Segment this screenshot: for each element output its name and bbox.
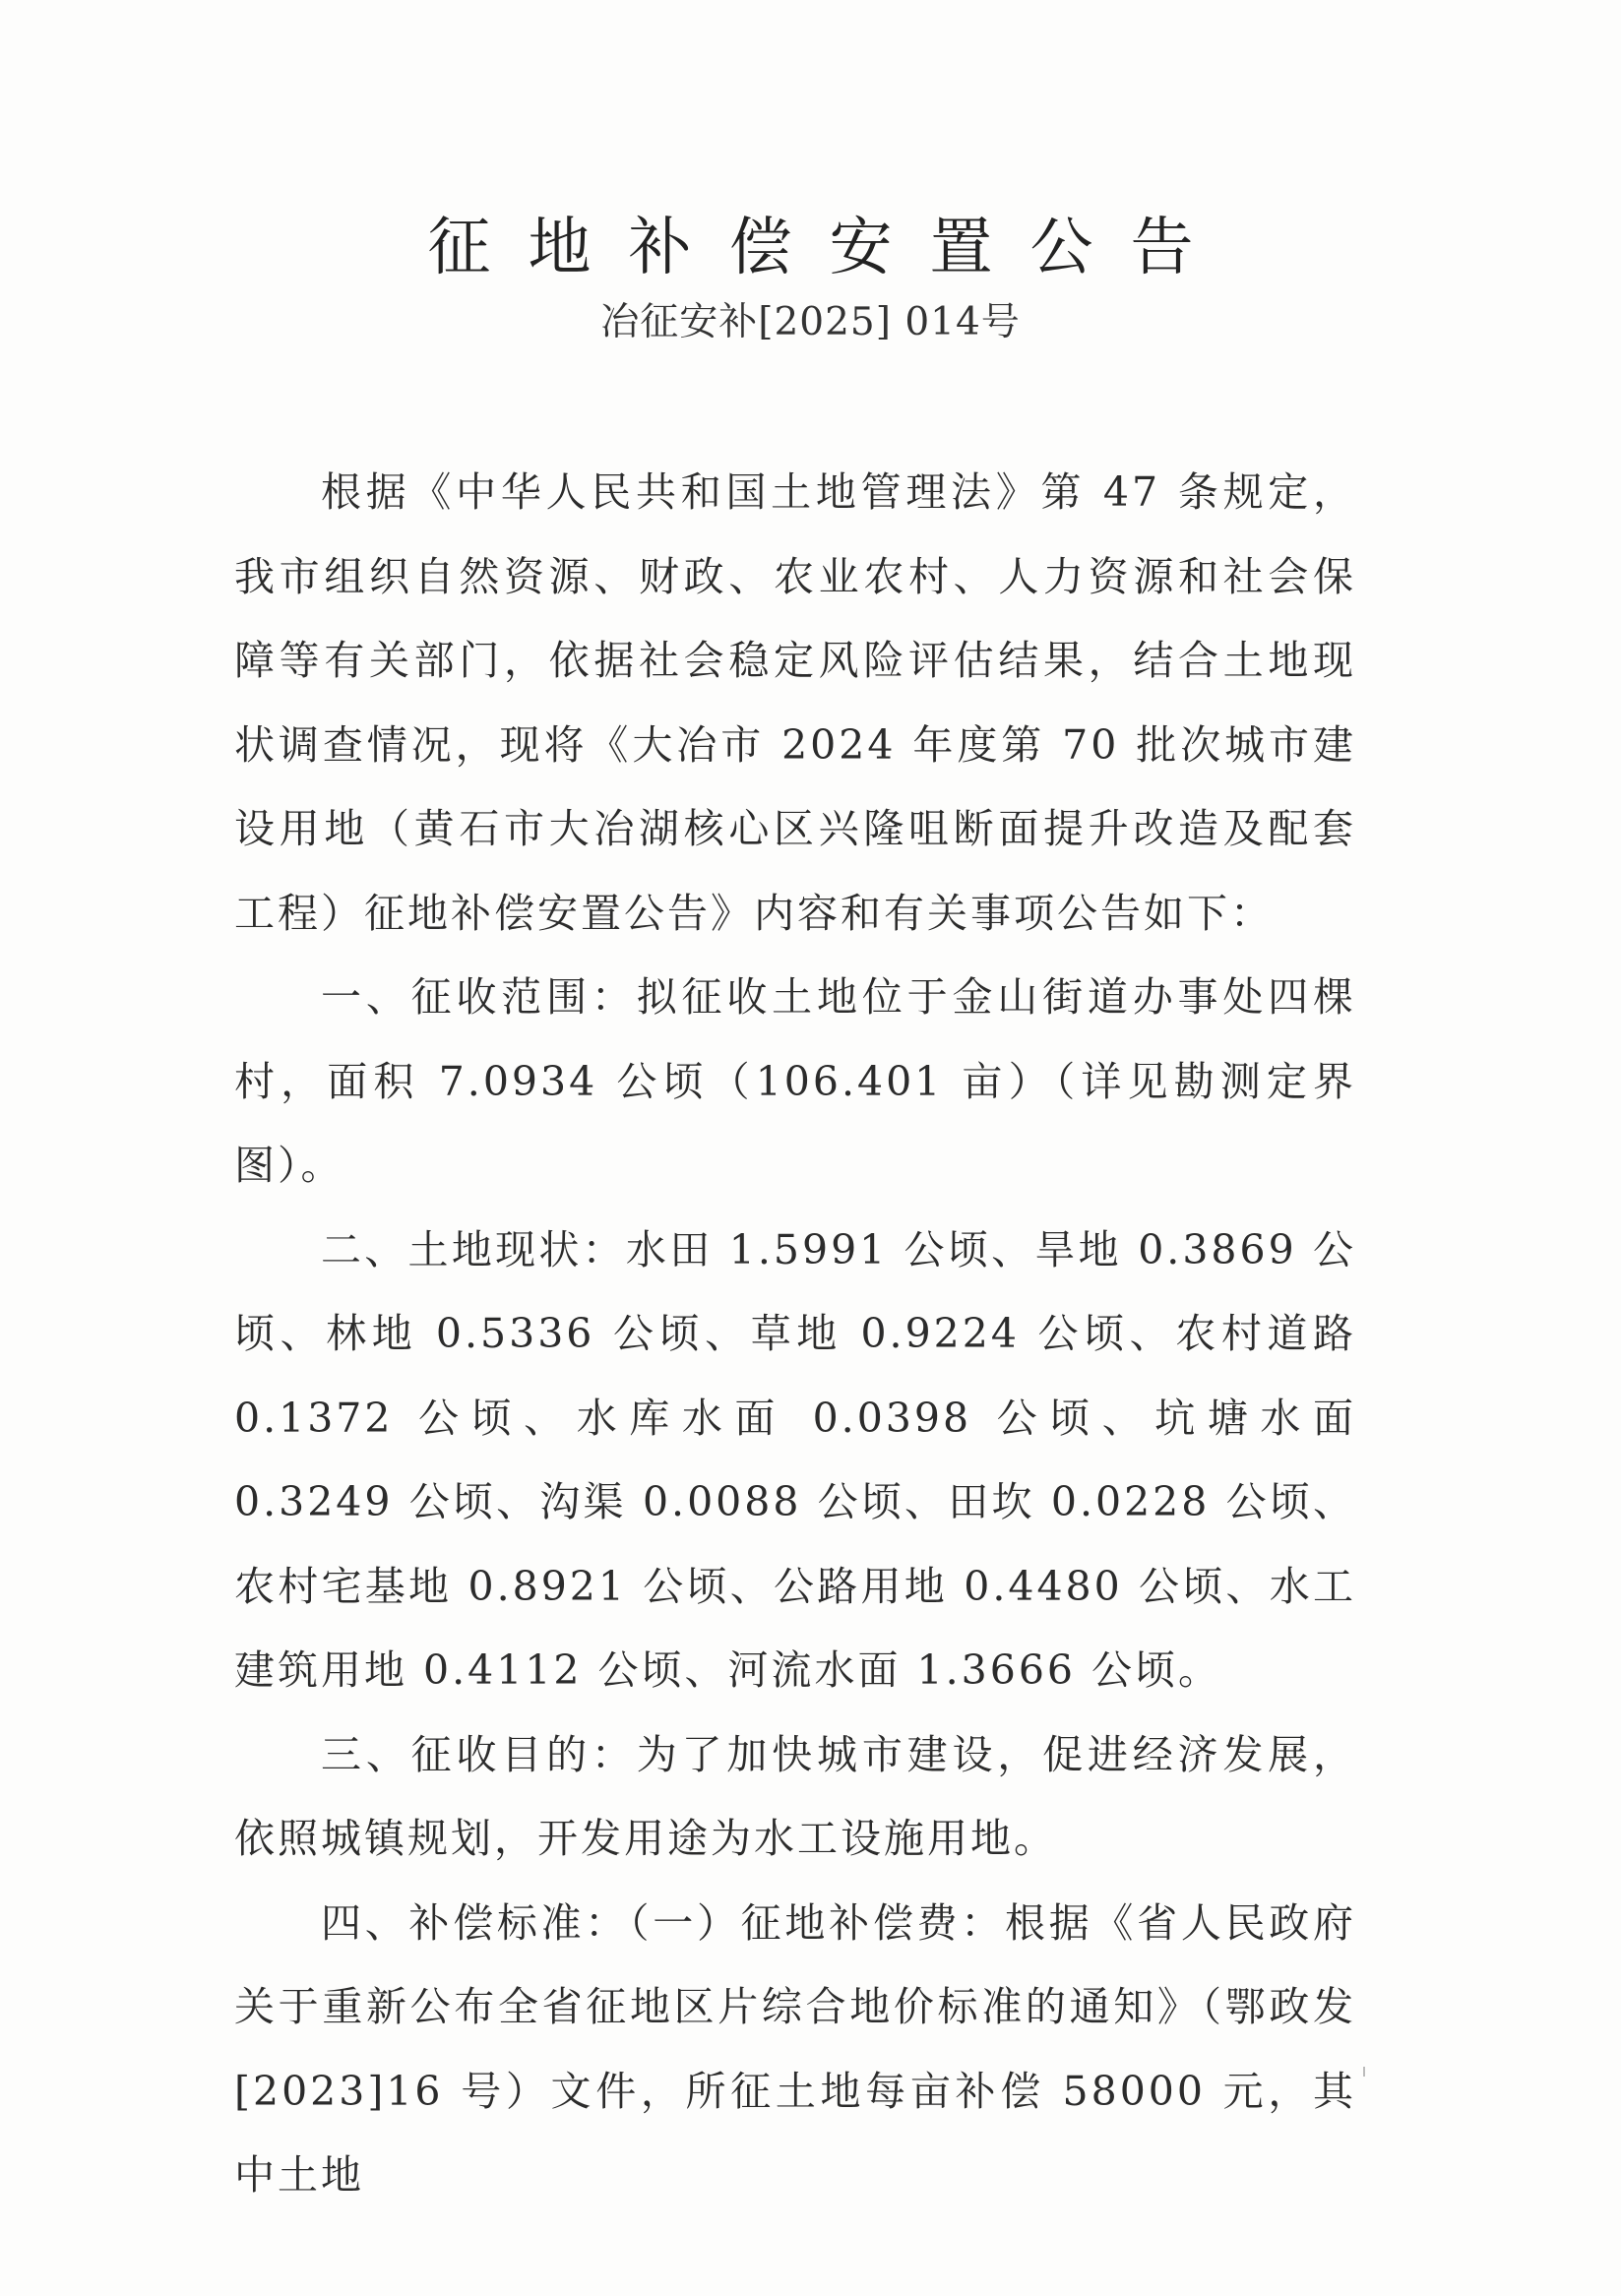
paragraph-intro: 根据《中华人民共和国土地管理法》第 47 条规定，我市组织自然资源、财政、农业农村、人力资源和社会保障等有关部门，依据社会稳定风险评估结果，结合土地现状调查情况，现将《大冶市 2024 年度第 70 批次城市建设用地（黄石市大冶湖核心区兴隆咀断面提升改造及配套工程）征地补偿安置公告》内容和有关事项公告如下：: [234, 468, 1356, 937]
paragraph-compensation: 四、补偿标准：（一）征地补偿费：根据《省人民政府关于重新公布全省征地区片综合地价标准的通知》（鄂政发[2023]16 号）文件，所征土地每亩补偿 58000 元，其中土地: [234, 1898, 1356, 2199]
document-number: 冶征安补[2025] 014号: [600, 300, 1021, 344]
document-title: 征地补偿安置公告: [427, 212, 1231, 284]
paragraph-scope: 一、征收范围：拟征收土地位于金山街道办事处四棵村，面积 7.0934 公顷（106.401 亩）（详见勘测定界图）。: [234, 973, 1356, 1189]
document-body: [234, 451, 1356, 2218]
paragraph-land-status: 二、土地现状：水田 1.5991 公顷、旱地 0.3869 公顷、林地 0.5336 公顷、草地 0.9224 公顷、农村道路 0.1372 公顷、水库水面 0.0398 公顷、坑塘水面 0.3249 公顷、沟渠 0.0088 公顷、田坎 0.0228 公顷、农村宅基地 0.8921 公顷、公路用地 0.4480 公顷、水工建筑用地 0.4112 公顷、河流水面 1.3666 公顷。: [234, 1225, 1356, 1694]
paragraph-purpose: 三、征收目的：为了加快城市建设，促进经济发展，依照城镇规划，开发用途为水工设施用地。: [234, 1730, 1356, 1862]
scan-mark: [1363, 2067, 1365, 2077]
